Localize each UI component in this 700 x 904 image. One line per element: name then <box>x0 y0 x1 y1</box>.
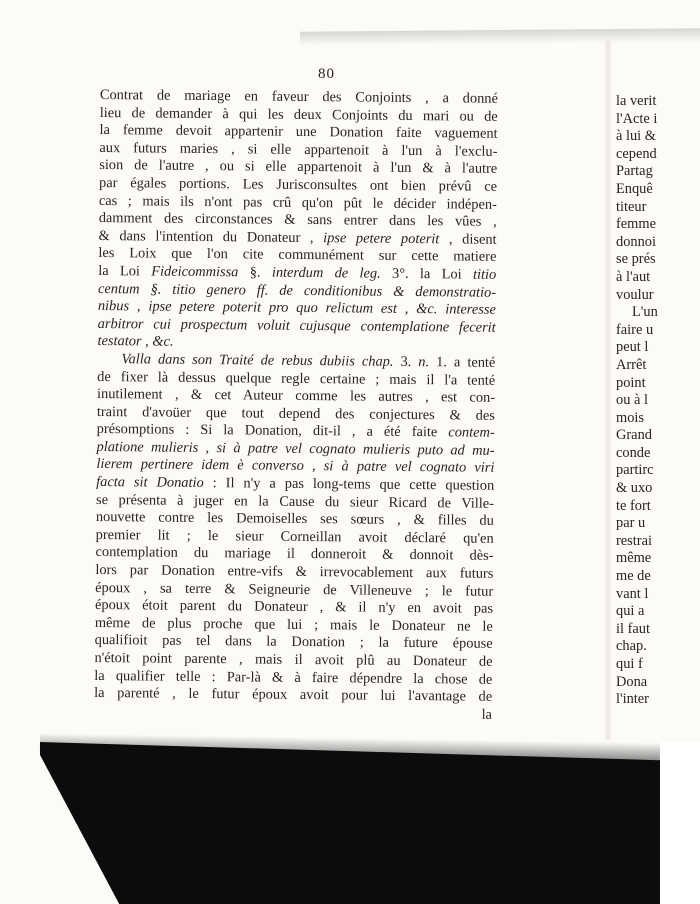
italic-text-segment: facta sit Donatio <box>96 474 204 492</box>
text-segment: se présenta à juger en la Cause du sieur Ricard de Ville- <box>95 491 495 512</box>
scanner-dark-edge <box>40 742 700 904</box>
next-page-fragment-line: cepend <box>616 145 657 162</box>
text-segment: époux étoit parent du Donateur , & il n'y en avoit pas <box>94 597 494 618</box>
text-segment: Contrat de mariage en faveur des Conjoints , a donné <box>99 87 498 107</box>
text-segment: de fixer là dessus quelque regle certaine ; mais il l'a tenté <box>97 368 496 389</box>
next-page-fragment-line: chap. <box>616 638 647 655</box>
page-number: 80 <box>318 66 335 82</box>
main-text-column <box>94 87 498 724</box>
next-page-fragment-line: qui f <box>616 656 643 672</box>
text-segment: damment des circonstances & sans entrer dans les vûes , <box>98 210 497 230</box>
text-segment: présomptions : Si la Donation, dit-il , a été faite <box>96 421 449 441</box>
text-segment: sion de l'autre , ou si elle appartenoit à l'un & à l'autre <box>99 157 498 178</box>
text-segment: inutilement , & cet Auteur comme les autres , est con- <box>96 386 496 406</box>
next-page-fragment-line: il faut <box>616 620 650 637</box>
scan-white-corner <box>660 742 700 904</box>
text-segment: époux , sa terre & Seigneurie de Villeneuve ; le futur <box>95 579 494 600</box>
text-segment: §. <box>238 264 272 281</box>
text-segment: lors par Donation entre-vifs & irrevocablement aux futurs <box>95 562 494 582</box>
text-segment: , disent <box>439 231 497 248</box>
text-segment: la parenté , le futur époux avoit pour lui l'avantage de <box>94 685 493 705</box>
text-segment: la Loi <box>98 262 152 280</box>
text-segment: premier lit ; le sieur Corneillan avoit déclaré qu'en <box>95 526 494 547</box>
italic-text-segment: centum §. titio genero ff. de conditionibus & demonstratio- <box>97 280 497 301</box>
next-page-fragment-line: l'Acte i <box>616 110 658 127</box>
next-page-fragment-line: à lui & <box>616 128 656 145</box>
italic-text-segment: lierem pertinere idem è converso , si à patre vel cognato viri <box>96 456 495 477</box>
text-segment: : Il n'y a pas long-tems que cette question <box>203 475 495 494</box>
italic-text-segment: Valla dans son Traité de rebus dubiis chap. <box>121 351 394 370</box>
text-segment: nouvette contre les Demoiselles ses sœurs , & filles du <box>95 509 494 530</box>
italic-text-segment: n. <box>418 353 430 371</box>
next-page-fragment-line: femme <box>616 216 656 233</box>
next-page-fragment-line: titeur <box>616 198 647 215</box>
italic-text-segment: ipse petere poterit <box>323 229 440 248</box>
next-page-fragment-line: Partag <box>616 163 653 180</box>
next-page-fragment-line: par u <box>616 515 646 532</box>
text-segment: la femme devoit appartenir une Donation faite vaguement <box>99 122 498 143</box>
text-segment: contemplation du mariage il donneroit & donnoit dès- <box>95 544 494 565</box>
italic-text-segment: contem- <box>448 424 495 442</box>
next-page-fragment-line: Grand <box>616 427 652 444</box>
italic-text-segment: interdum de leg. <box>271 264 381 282</box>
text-segment: & dans l'intention du Donateur , <box>98 227 324 246</box>
next-page-fragment-line: voulur <box>616 286 654 303</box>
next-page-fragment-line: se prés <box>616 251 656 268</box>
next-page-fragment-line: mois <box>616 409 644 426</box>
text-segment: les Loix que l'on cite communément sur cette matiere <box>98 245 497 266</box>
next-page-fragment-line: vant l <box>616 585 649 602</box>
next-page-fragment-line: la verit <box>616 93 657 109</box>
next-page-fragment-line: point <box>616 374 646 391</box>
italic-text-segment: titio <box>472 266 497 283</box>
text-segment: n'étoit point parente , mais il avoit plû au Donateur de <box>94 649 493 670</box>
next-page-fragment-line: te fort <box>616 497 651 514</box>
next-page-fragment-line: Enquê <box>616 180 653 197</box>
italic-text-segment: testator , &c. <box>97 333 174 351</box>
italic-text-segment: Fideicommissa <box>151 263 239 281</box>
text-segment: lieu de demander à qui les deux Conjoints du mari ou de <box>99 104 498 125</box>
catchword: la <box>481 706 493 723</box>
next-page-fragment-line: faire u <box>616 321 654 338</box>
text-segment: cas ; mais ils n'ont pas crû qu'on pût le décider indépen- <box>98 192 497 213</box>
next-page-fragment-line: restrai <box>616 532 652 549</box>
text-segment: la qualifier telle : Par-là & à faire dépendre la chose de <box>94 667 493 688</box>
text-segment: par égales portions. Les Jurisconsultes ont bien prévû ce <box>99 174 498 195</box>
next-page-fragment-line: Arrêt <box>616 356 647 373</box>
next-page-fragment-line: Dona <box>616 673 648 690</box>
text-segment: 1. a tenté <box>429 354 496 371</box>
next-page-fragment-line: ou à l <box>616 392 648 409</box>
next-page-fragment-line: à l'aut <box>616 268 651 285</box>
next-page-fragment-line: l'inter <box>616 691 649 708</box>
italic-text-segment: nibus , ipse petere poterit pro quo relictum est , &c. interesse <box>97 298 496 318</box>
text-segment: qualifioit pas tel dans la Donation ; la future épouse <box>94 632 493 653</box>
next-page-fragment-line: même <box>616 550 652 567</box>
book-gutter <box>604 40 612 740</box>
next-page-fragment-line: donnoi <box>616 233 656 250</box>
italic-text-segment: platione mulieris , si à patre vel cognato mulieris puto ad mu- <box>96 438 495 459</box>
next-page-fragment-line: L'un <box>632 304 658 321</box>
next-page-fragment-line: me de <box>616 568 651 585</box>
text-segment: même de plus proche que lui ; mais le Donateur ne le <box>94 614 493 635</box>
next-page-fragment-line: qui a <box>616 603 645 620</box>
page-top-shadow <box>300 28 700 45</box>
text-segment: 3°. la Loi <box>380 265 474 283</box>
next-page-fragment-line: conde <box>616 444 651 461</box>
italic-text-segment: arbitror cui prospectum voluit cujusque contemplatione fecerit <box>97 315 496 336</box>
next-page-fragment-line: peut l <box>616 339 649 356</box>
next-page-fragment-column <box>616 93 676 709</box>
next-page-fragment-line: & uxo <box>616 480 653 497</box>
text-segment: traint d'avoüer que tout depend des conjectures & des <box>96 403 495 424</box>
text-segment: 3. <box>393 353 419 370</box>
text-segment: aux futurs maries , si elle appartenoit à l'un à l'exclu- <box>99 139 498 160</box>
next-page-fragment-line: partirc <box>616 462 654 479</box>
